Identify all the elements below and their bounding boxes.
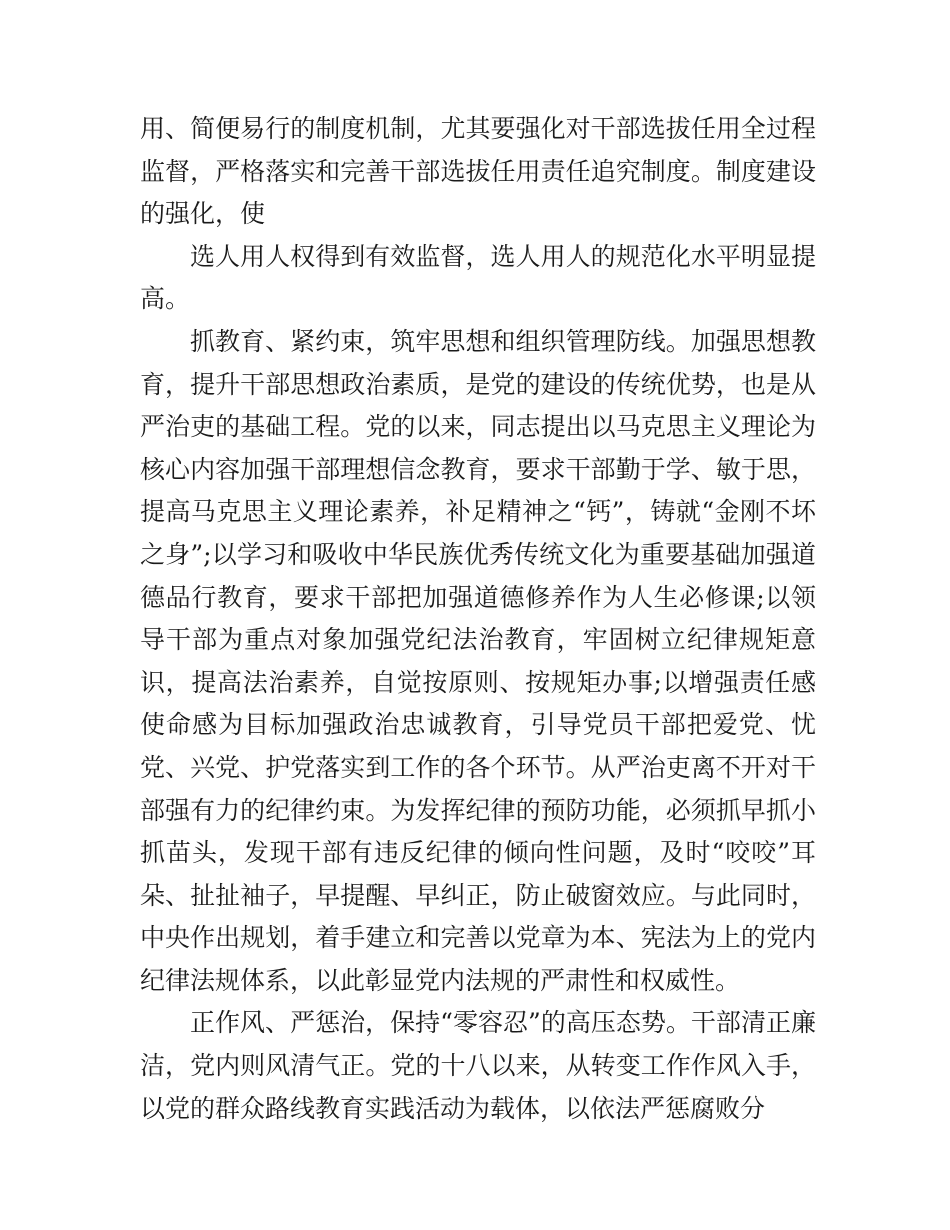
document-page <box>140 108 816 1130</box>
paragraph-work-style: 正作风、严惩治，保持“零容忍”的高压态势。干部清正廉洁，党内则风清气正。党的十八以来，从转变工作作风入手，以党的群众路线教育实践活动为载体，以依法严惩腐败分 <box>140 1008 816 1123</box>
paragraph-personnel-standardization: 选人用人权得到有效监督，选人用人的规范化水平明显提高。 <box>140 241 816 314</box>
paragraph-system-supervision: 用、简便易行的制度机制，尤其要强化对干部选拔任用全过程监督，严格落实和完善干部选拔任用责任追究制度。制度建设的强化，使 <box>140 114 816 229</box>
paragraph-education-discipline: 抓教育、紧约束，筑牢思想和组织管理防线。加强思想教育，提升干部思想政治素质，是党的建设的传统优势，也是从严治吏的基础工程。党的以来，同志提出以马克思主义理论为核心内容加强干部理想信念教育，要求干部勤于学、敏于思，提高马克思主义理论素养，补足精神之“钙”，铸就“金刚不坏之身”;以学习和吸收中华民族优秀传统文化为重要基础加强道德品行教育，要求干部把加强道德修养作为人生必修课;以领导干部为重点对象加强党纪法治教育，牢固树立纪律规矩意识，提高法治素养，自觉按原则、按规矩办事;以增强责任感使命感为目标加强政治忠诚教育，引导党员干部把爱党、忧党、兴党、护党落实到工作的各个环节。从严治吏离不开对干部强有力的纪律约束。为发挥纪律的预防功能，必须抓早抓小抓苗头，发现干部有违反纪律的倾向性问题，及时“咬咬”耳朵、扯扯袖子，早提醒、早纠正，防止破窗效应。与此同时，中央作出规划，着手建立和完善以党章为本、宪法为上的党内纪律法规体系，以此彰显党内法规的严肃性和权威性。 <box>140 326 816 995</box>
